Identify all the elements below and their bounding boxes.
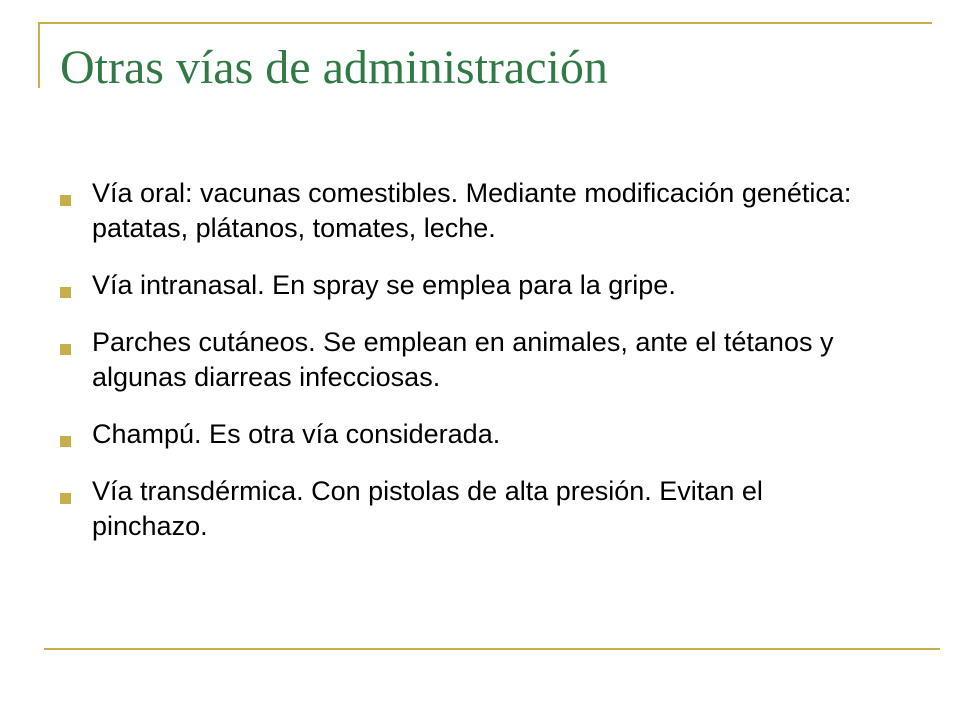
- bullet-item: [58, 176, 878, 246]
- bullet-item: [58, 325, 878, 395]
- slide-title: Otras vías de administración: [60, 41, 608, 94]
- bullet-text: Vía oral: vacunas comestibles. Mediante modificación genética: patatas, plátanos, tomates, leche.: [92, 178, 852, 243]
- bullet-item: [58, 268, 878, 303]
- bullet-list: [58, 176, 878, 566]
- square-bullet-icon: [60, 344, 71, 355]
- square-bullet-icon: [60, 287, 71, 298]
- bullet-text: Champú. Es otra vía considerada.: [92, 419, 501, 449]
- frame-top-line: [38, 22, 932, 24]
- bullet-text: Parches cutáneos. Se emplean en animales, ante el tétanos y algunas diarreas infecciosas.: [92, 327, 834, 392]
- square-bullet-icon: [60, 493, 71, 504]
- bullet-item: [58, 474, 878, 544]
- frame-bottom-line: [44, 648, 940, 650]
- square-bullet-icon: [60, 436, 71, 447]
- bullet-item: [58, 417, 878, 452]
- square-bullet-icon: [60, 195, 71, 206]
- frame-left-line: [38, 22, 40, 88]
- bullet-text: Vía intranasal. En spray se emplea para la gripe.: [92, 270, 676, 300]
- bullet-text: Vía transdérmica. Con pistolas de alta presión. Evitan el pinchazo.: [92, 476, 763, 541]
